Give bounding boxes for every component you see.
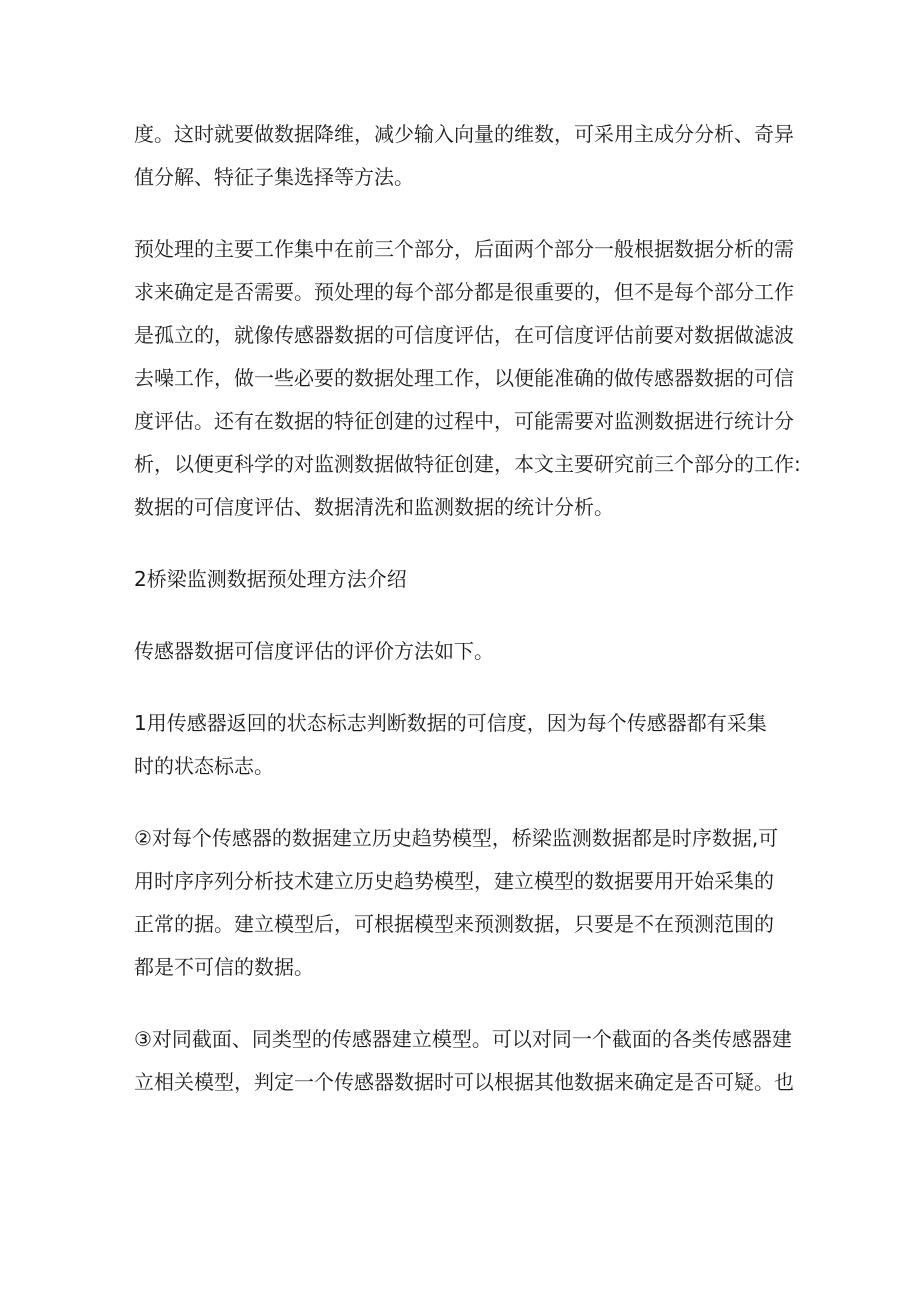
text-line: 去噪工作，做一些必要的数据处理工作，以便能准确的做传感器数据的可信 — [134, 366, 794, 390]
list-item-method-2 — [134, 817, 794, 989]
text-line: 值分解、特征子集选择等方法。 — [134, 165, 414, 189]
text-line: 1用传感器返回的状态标志判断数据的可信度，因为每个传感器都有采集 — [134, 711, 767, 735]
list-item-method-1 — [134, 702, 794, 788]
text-line: 时的状态标志。 — [134, 754, 274, 778]
text-line: 都是不可信的数据。 — [134, 955, 314, 979]
text-line: 用时序序列分析技术建立历史趋势模型，建立模型的数据要用开始采集的 — [134, 869, 774, 893]
text-line: 立相关模型，判定一个传感器数据时可以根据其他数据来确定是否可疑。也 — [134, 1070, 794, 1094]
text-line: ③对同截面、同类型的传感器建立模型。可以对同一个截面的各类传感器建 — [134, 1027, 792, 1051]
paragraph-preprocessing-overview — [134, 228, 801, 529]
text-line: 是孤立的，就像传感器数据的可信度评估，在可信度评估前要对数据做滤波 — [134, 323, 794, 347]
paragraph-evaluation-intro — [134, 630, 794, 673]
paragraph-dimensionality-reduction — [134, 113, 794, 199]
text-line: 数据的可信度评估、数据清洗和监测数据的统计分析。 — [134, 495, 614, 519]
text-line: 度。这时就要做数据降维，减少输入向量的维数，可采用主成分分析、奇异 — [134, 122, 794, 146]
text-line: 析，以便更科学的对监测数据做特征创建，本文主要研究前三个部分的工作: — [134, 452, 801, 476]
section-heading — [134, 558, 794, 601]
text-line: 度评估。还有在数据的特征创建的过程中，可能需要对监测数据进行统计分 — [134, 409, 794, 433]
text-line: 求来确定是否需要。预处理的每个部分都是很重要的，但不是每个部分工作 — [134, 280, 794, 304]
text-line: 传感器数据可信度评估的评价方法如下。 — [134, 639, 494, 663]
text-line: 预处理的主要工作集中在前三个部分，后面两个部分一般根据数据分析的需 — [134, 237, 794, 261]
heading-line: 2桥梁监测数据预处理方法介绍 — [134, 567, 407, 591]
text-line: 正常的据。建立模型后，可根据模型来预测数据，只要是不在预测范围的 — [134, 912, 774, 936]
text-line: ②对每个传感器的数据建立历史趋势模型，桥梁监测数据都是时序数据,可 — [134, 826, 779, 850]
list-item-method-3 — [134, 1018, 794, 1104]
document-body — [134, 113, 801, 1104]
